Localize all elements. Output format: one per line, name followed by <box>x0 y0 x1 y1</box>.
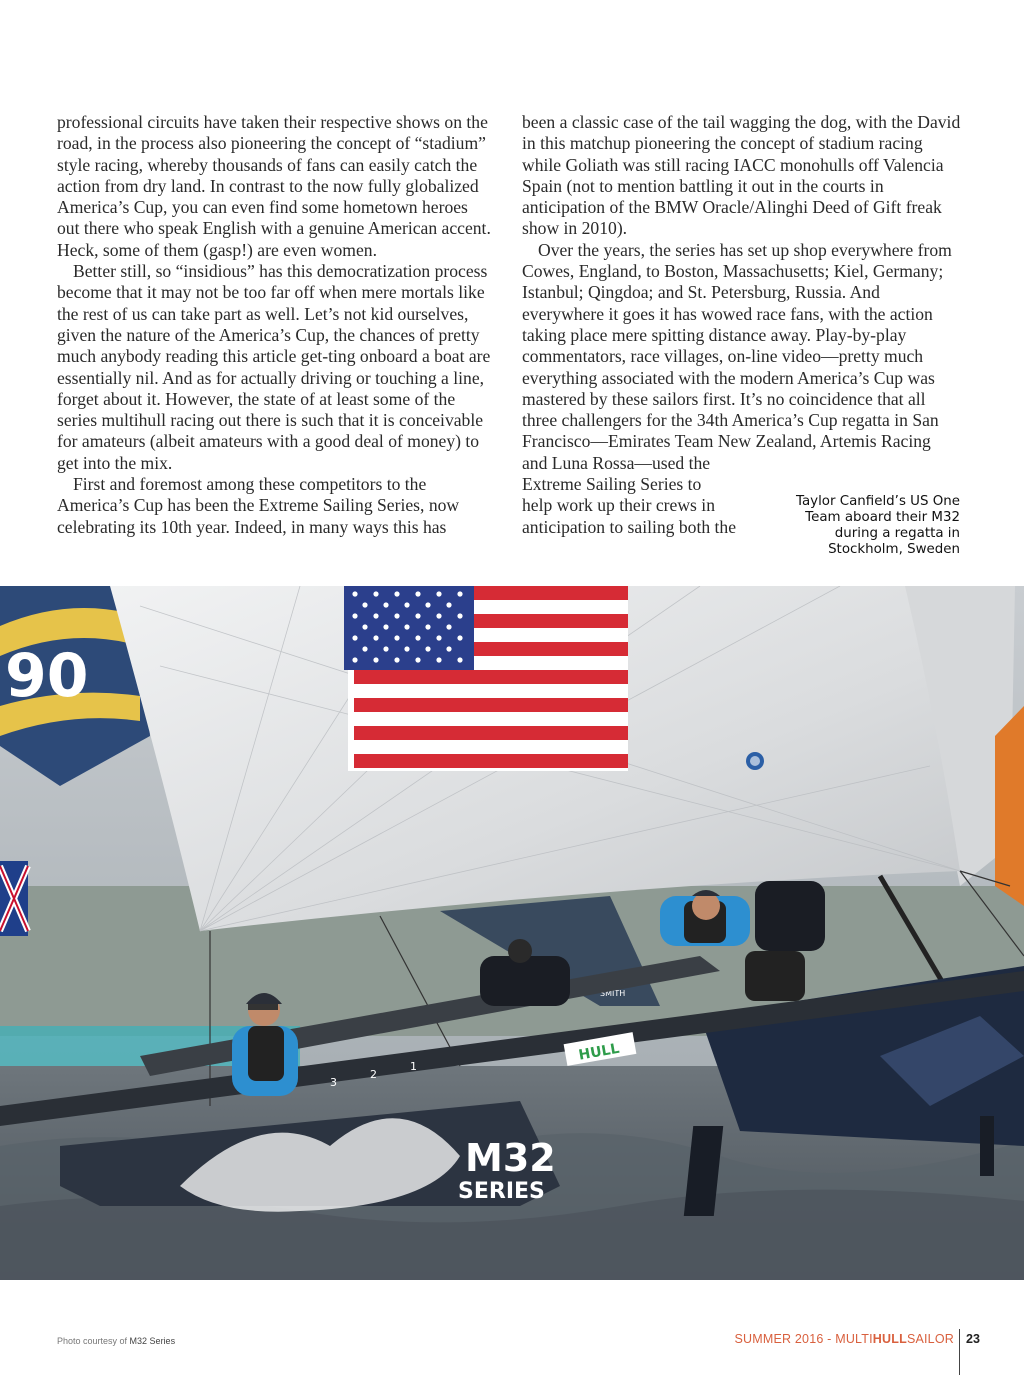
flag-star <box>446 646 451 651</box>
footer-issue: SUMMER 2016 - MULTI <box>734 1332 873 1346</box>
paragraph-line: anticipation to sailing both the <box>522 516 737 537</box>
flag-star <box>373 657 378 662</box>
flag-star <box>373 591 378 596</box>
footer-brand-bold: HULL <box>872 1332 907 1346</box>
flag-star <box>404 624 409 629</box>
flag-star <box>394 635 399 640</box>
flag-star <box>352 591 357 596</box>
paragraph-line: Extreme Sailing Series to <box>522 474 702 495</box>
flag-star <box>415 657 420 662</box>
flag-star <box>446 602 451 607</box>
footer-brand-tail: SAILOR <box>906 1332 954 1346</box>
orange-sail <box>995 706 1024 906</box>
page-number: 23 <box>966 1332 980 1346</box>
flag-star <box>373 613 378 618</box>
crew-trimmer <box>660 890 750 946</box>
flag-star <box>415 613 420 618</box>
paragraph: Better still, so “insidious” has this democratization process become that it may not be too far off when mere mortals like the rest of us can take part as well. Let’s not kid ourselves, given the nature of the America’s Cup, the chances of pretty much anybody reading this article get-ting onboard a boat are essentially nil. And as for actually driving or touching a line, forget about it. However, the state of at least some of the series multihull racing out there is such that it is conceivable for amateurs (albeit amateurs with a good deal of money) to get into the mix. <box>57 261 491 473</box>
flag-star <box>446 624 451 629</box>
flag-star <box>362 624 367 629</box>
sailing-photo <box>0 586 1024 1280</box>
hull-logo-sub: SERIES <box>458 1179 545 1204</box>
flag-star <box>436 613 441 618</box>
paragraph: Over the years, the series has set up shop everywhere from Cowes, England, to Boston, Massachusetts; Kiel, Germany; Istanbul; Qingdoa; and St. Petersburg, Russia. And everywhere it goes it has wowed race fans, with the action taking place mere spitting distance away. Play-by-play commentators, race villages, on-line video—pretty much everything associated with the modern America’s Cup was mastered by these sailors first. It’s no coincidence that all three challengers for the 34th America’s Cup regatta in San Francisco—Emirates Team New Zealand, Artemis Racing <box>522 239 952 452</box>
photo-caption: Taylor Canfield’s US One Team aboard their M32 during a regatta in Stockholm, Sweden <box>795 494 960 557</box>
flag-star <box>394 591 399 596</box>
flag-star <box>457 613 462 618</box>
flag-star <box>457 635 462 640</box>
flag-star <box>394 613 399 618</box>
us-flag <box>344 586 628 771</box>
flag-star <box>415 635 420 640</box>
article-column-left <box>57 112 493 538</box>
flag-star <box>362 602 367 607</box>
paragraph: been a classic case of the tail wagging the dog, with the David in this matchup pioneering the concept of stadium racing while Goliath was still racing IACC monohulls off Valencia Spain (not to mention battling it out in the courts in anticipation of the BMW Oracle/Alinghi Deed of Gift freak show in 2010). <box>522 112 961 239</box>
photo-credit: Photo courtesy of M32 Series <box>57 1336 176 1346</box>
paragraph: professional circuits have taken their respective shows on the road, in the process also pioneering the concept of “stadium” style racing, whereby thousands of fans can easily catch the action from dry land. In contrast to the now fully globalized America’s Cup, you can even find some hometown heroes out there who speak English with a genuine American accent. Heck, some of them (gasp!) are even women. <box>57 112 491 260</box>
flag-star <box>383 646 388 651</box>
flag-star <box>436 635 441 640</box>
flag-star <box>383 602 388 607</box>
flag-star <box>436 591 441 596</box>
flag-star <box>425 602 430 607</box>
photo-credit-source: M32 Series <box>129 1336 176 1346</box>
flag-star <box>425 624 430 629</box>
background-sail-number: 90 <box>5 641 89 711</box>
flag-star <box>404 602 409 607</box>
flag-star <box>373 635 378 640</box>
flag-star <box>352 613 357 618</box>
flag-star <box>383 624 388 629</box>
bow-logo: HULL <box>577 1040 621 1064</box>
flag-star <box>457 591 462 596</box>
beam-number: 1 <box>410 1060 417 1073</box>
beam-number: 2 <box>370 1068 377 1081</box>
flag-star <box>436 657 441 662</box>
flag-star <box>352 657 357 662</box>
paragraph-line: help work up their crews in <box>522 495 715 516</box>
wing-label: SMITH <box>600 989 626 998</box>
paragraph-line: and Luna Rossa—used the <box>522 452 711 473</box>
flag-star <box>352 635 357 640</box>
flag-star <box>457 657 462 662</box>
beam-number: 3 <box>330 1076 337 1089</box>
paragraph: First and foremost among these competitors to the America’s Cup has been the Extreme Sailing Series, now celebrating its 10th year. Indeed, in many ways this has <box>57 474 460 537</box>
article-column-right <box>522 112 964 538</box>
footer-divider <box>959 1329 960 1375</box>
flag-star <box>425 646 430 651</box>
flag-star <box>394 657 399 662</box>
flag-star <box>415 591 420 596</box>
hull-logo: M32 <box>465 1136 556 1180</box>
flag-star <box>362 646 367 651</box>
flag-star <box>404 646 409 651</box>
page-footer <box>734 1332 954 1348</box>
